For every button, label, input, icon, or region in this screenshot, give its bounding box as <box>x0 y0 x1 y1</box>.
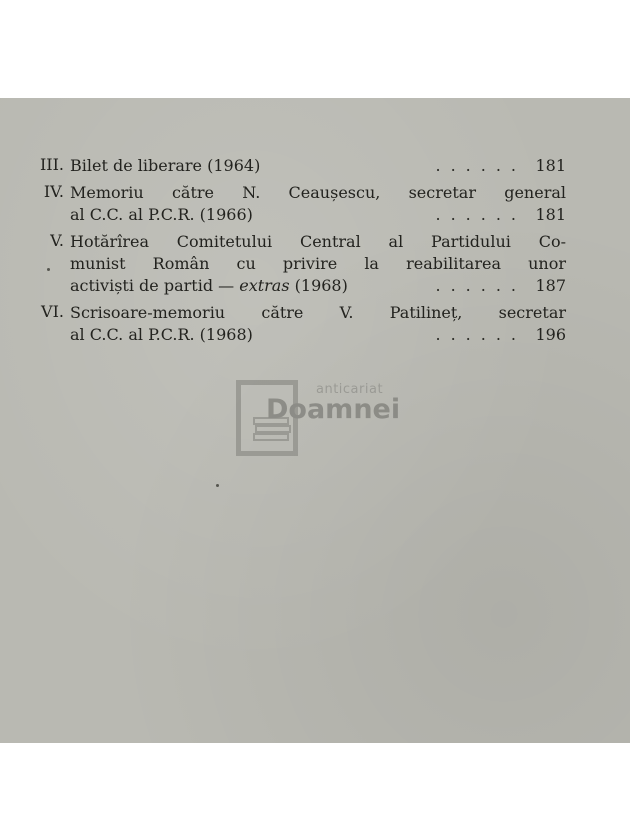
toc-entry-iii <box>30 155 566 177</box>
watermark-logo <box>236 380 456 460</box>
entry-title-line: al C.C. al P.C.R. (1966) <box>70 205 253 224</box>
entry-line <box>70 275 566 297</box>
dot-leader: ...... <box>435 325 526 344</box>
entry-title-line: munist Român cu privire la reabilitarea unor <box>70 254 566 273</box>
entry-body <box>70 182 566 226</box>
page-speck <box>216 484 219 487</box>
page-number: 187 <box>535 276 566 295</box>
page-number: 181 <box>535 205 566 224</box>
entry-title-italic: extras <box>239 276 290 295</box>
page-number: 196 <box>535 325 566 344</box>
toc-entry-vi <box>30 302 566 346</box>
dot-leader: ...... <box>435 156 526 175</box>
page-number: 181 <box>535 156 566 175</box>
entry-line <box>70 155 566 177</box>
entry-body <box>70 155 566 177</box>
watermark-title: Doamnei <box>266 394 401 425</box>
entry-body <box>70 231 566 297</box>
entry-number: III. <box>39 155 64 174</box>
entry-line <box>70 302 566 324</box>
toc-entry-v <box>30 231 566 297</box>
table-of-contents <box>30 155 566 351</box>
entry-number: V. <box>50 231 64 250</box>
dot-leader: ...... <box>435 276 526 295</box>
entry-line <box>70 204 566 226</box>
entry-title: Bilet de liberare (1964) <box>70 156 261 175</box>
entry-number: IV. <box>43 182 64 201</box>
entry-title-line: Memoriu către N. Ceaușescu, secretar general <box>70 183 566 202</box>
entry-line <box>70 324 566 346</box>
entry-line <box>70 253 566 275</box>
page-speck <box>47 268 50 271</box>
dot-leader: ...... <box>435 205 526 224</box>
entry-body <box>70 302 566 346</box>
entry-title-text: activiști de partid — <box>70 276 240 295</box>
toc-entry-iv <box>30 182 566 226</box>
entry-title-line: Scrisoare-memoriu către V. Patilineț, secretar <box>70 303 566 322</box>
entry-title-year: (1968) <box>289 276 348 295</box>
entry-line <box>70 231 566 253</box>
entry-number: VI. <box>41 302 64 321</box>
entry-line <box>70 182 566 204</box>
entry-title-line: Hotărîrea Comitetului Central al Partidului Co- <box>70 232 566 251</box>
watermark-subtitle: anticariat <box>316 382 384 397</box>
entry-title-line: al C.C. al P.C.R. (1968) <box>70 325 253 344</box>
entry-title-line <box>70 275 348 297</box>
